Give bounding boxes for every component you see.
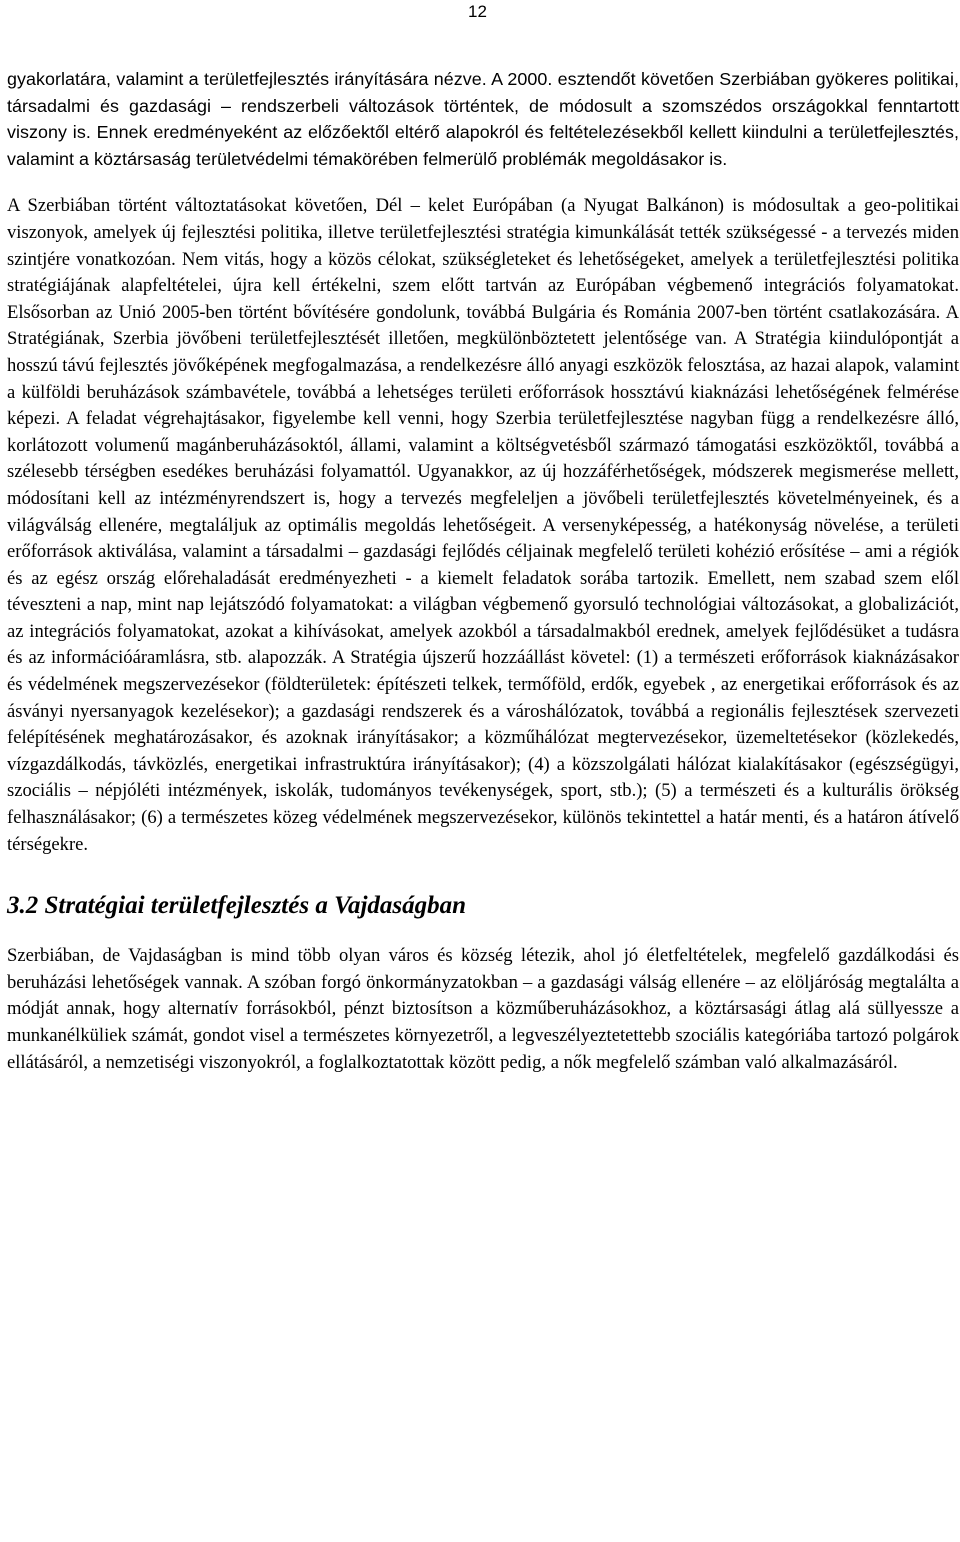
paragraph-intro: gyakorlatára, valamint a területfejlesztés irányítására nézve. A 2000. esztendőt követően Szerbiában gyökeres politikai, társadalmi és gazdasági – rendszerbeli változások történtek, de módosult a szomszédos országokkal fenntartott viszony is. Ennek eredményeként az előzőektől eltérő alapokról és feltételezésekből kellett kiindulni a területfejlesztés, valamint a köztársaság területvédelmi témakörében felmerülő problémák megoldásakor is.: [7, 69, 959, 169]
section-heading: 3.2 Stratégiai területfejlesztés a Vajdaságban: [7, 892, 467, 920]
page-number: 12: [468, 2, 487, 21]
paragraph-vojvodina: Szerbiában, de Vajdaságban is mind több olyan város és község létezik, ahol jó életfeltételek, megfelelő gazdálkodási és beruházási lehetőségek vannak. A szóban forgó önkormányzatokban – a gazdasági válság ellenére – az elöljáróság megtalálta a módját annak, hogy alternatív forrásokból, pénzt biztosítson a közműberuházásokhoz, a köztársasági átlag alá süllyessze a munkanélküliek számát, gondot visel a természetes környezetről, a legveszélyeztetettebb szociális kategóriába tartozó polgárok ellátásáról, a nemzetiségi viszonyokról, a foglalkoztatottak között pedig, a nők megfelelő számban való alkalmazásáról.: [7, 945, 959, 1073]
paragraph-strategy: A Szerbiában történt változtatásokat követően, Dél – kelet Európában (a Nyugat Balkánon) is módosultak a geo-politikai viszonyok, amelyek új fejlesztési politika, illetve területfejlesztési stratégia kimunkálását tették szükségessé - a tervezés miden szintjére vonatkozóan. Nem vitás, hogy a közös célokat, szükségleteket és lehetőségeket, amelyek a területfejlesztési politika stratégiájának alapfeltételei, újra kell értékelni, szem előtt tartván az Európában végbemenő integrációs folyamatokat. Elsősorban az Unió 2005-ben történt bővítésére gondolunk, továbbá Bulgária és Románia 2007-ben történt csatlakozására. A Stratégiának, Szerbia jövőbeni területfejlesztését illetően, megkülönböztetett jelentősége van. A Stratégia kiindulópontját a hosszú távú fejlesztés jövőképének megfogalmazása, a rendelkezésre álló anyagi eszközök felosztása, az hazai alapok, valamint a külföldi beruházások számbavétele, továbbá a lehetséges területi erőforrások hossztávú kiaknázási lehetőségének felmérése képezi. A feladat végrehajtásakor, figyelembe kell venni, hogy Szerbia területfejlesztése nagyban függ a rendelkezésre álló, korlátozott volumenű magánberuházásoktól, állami, valamint a költségvetésből származó támogatási eszközöktől, továbbá a szélesebb térségben esedékes beruházási folyamattól. Ugyanakkor, az új hozzáférhetőségek, módszerek megismerése mellett, módosítani kell az intézményrendszert is, hogy a tervezés megfeleljen a jövőbeli területfejlesztés követelményeinek, és a világválság ellenére, megtaláljuk az optimális megoldás lehetőségeit. A versenyképesség, a hatékonyság növelése, a területi erőforrások aktiválása, valamint a társadalmi – gazdasági fejlődés céljainak megfelelő területi kohézió erősítése – ami a régiók és az egész ország előrehaladását eredményezheti - a kiemelt feladatok sorába tartozik. Emellett, nem szabad szem elől téveszteni a nap, mint nap lejátszódó folyamatokat: a világban végbemenő gyorsuló technológiai változásokat, a globalizációt, az integrációs folyamatokat, azokat a kihívásokat, amelyek azokból a társadalmakból erednek, amelyek fejlődésüket a tudásra és az információáramlásra, stb. alapozzák. A Stratégia újszerű hozzáállást követel: (1) a természeti erőforrások kiaknázásakor és védelmének megszervezésekor (földterületek: építészeti telkek, termőföld, erdők, egyebek , az energetikai erőforrások és az ásványi nyersanyagok kezelésekor); a gazdasági rendszerek és a városhálózatok, továbbá a regionális fejlesztések szervezeti felépítésének meghatározásakor, és azoknak irányításakor; a közműhálózat megtervezésekor, üzemeltetésekor (közlekedés, vízgazdálkodás, távközlés, energetikai infrastruktúra irányításakor); (4) a közszolgálati hálózat kialakításakor (egészségügyi, szociális – népjóléti intézmények, iskolák, tudományos tevékenységek, sport, stb.); (5) a természeti és a kulturális örökség felhasználásakor; (6) a természetes közeg védelmének megszervezésekor, különös tekintettel a határ menti, és a határon átívelő térségekre.: [7, 195, 959, 855]
document-body: [7, 66, 959, 1076]
